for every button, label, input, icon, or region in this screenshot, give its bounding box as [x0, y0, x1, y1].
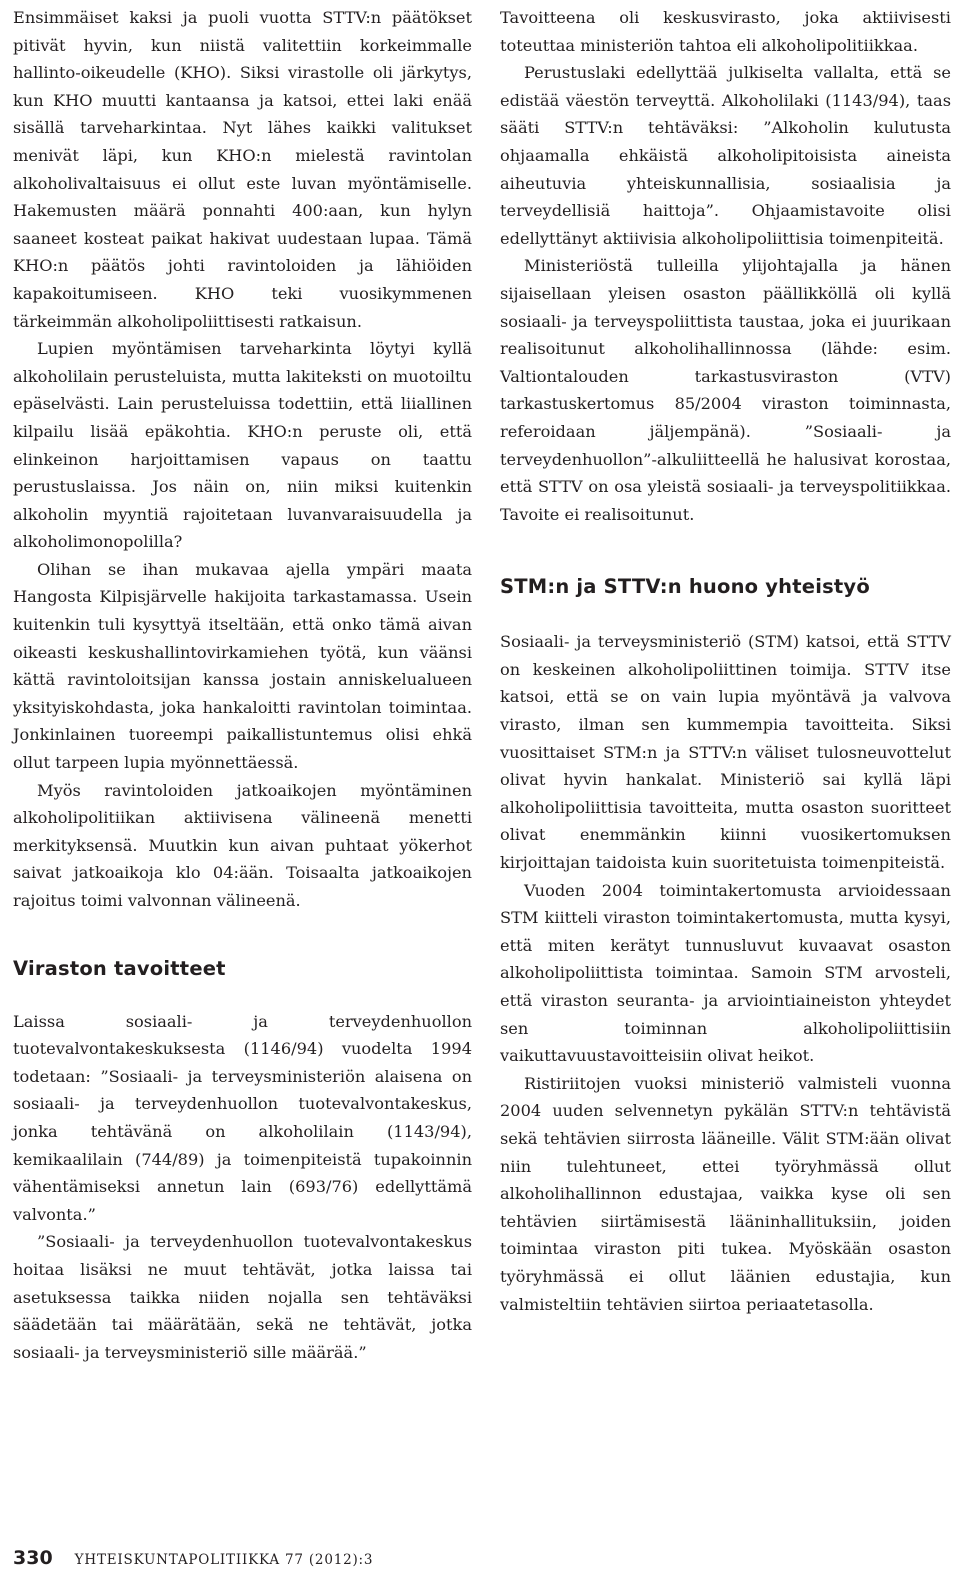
paragraph: Ministeriöstä tulleilla ylijohtajalla ja hänen sijaisellaan yleisen osaston päällikköllä oli kyllä sosiaali- ja terveyspoliittista taustaa, joka ei juurikaan realisoitunut alkoholihallinnossa (lähde: esim. Valtiontalouden tarkastusviraston (VTV) tarkastuskertomus 85/2004 viraston toiminnasta, referoidaan jäljempänä). ”Sosiaali- ja terveydenhuollon”-alkuliitteellä he halusivat korostaa, että STTV on osa yleistä sosiaali- ja terveyspolitiikkaa. Tavoite ei realisoitunut. [500, 256, 951, 524]
paragraph: Laissa sosiaali- ja terveydenhuollon tuotevalvontakeskuksesta (1146/94) vuodelta 1994 todetaan: ”Sosiaali- ja terveysministeriön alaisena on sosiaali- ja terveydenhuollon tuotevalvontakeskus, jonka tehtävänä on alkoholilain (1143/94), kemikaalilain (744/89) ja toimenpiteistä tupakoinnin vähentämiseksi annetun lain (693/76) edellyttämä valvonta.” [13, 1011, 472, 1224]
paragraph: Lupien myöntämisen tarveharkinta löytyi kyllä alkoholilain perusteluista, mutta lakiteksti on muotoiltu epäselvästi. Lain perusteluissa todettiin, että liiallinen kilpailu lisää epäkohtia. KHO:n peruste oli, että elinkeinon harjoittamisen vapaus on taattu perustuslaissa. Jos näin on, niin miksi kuitenkin alkoholin myyntiä rajoitetaan luvanvaraisuudella ja alkoholimonopolilla? [13, 339, 472, 552]
paragraph: Tavoitteena oli keskusvirasto, joka aktiivisesti toteuttaa ministeriön tahtoa eli alkoholipolitiikkaa. [500, 8, 951, 55]
section-heading: STM:n ja STTV:n huono yhteistyö [500, 575, 870, 599]
paragraph: Vuoden 2004 toimintakertomusta arvioidessaan STM kiitteli viraston toimintakertomusta, mutta kysyi, että miten kerätyt tunnusluvut kuvaavat osaston alkoholipoliittista toimintaa. Samoin STM arvosteli, että viraston seuranta- ja arviointiaineiston yhteydet sen toiminnan alkoholipoliittisiin vaikuttavuustavoitteisiin olivat heikot. [500, 880, 951, 1066]
right-column [500, 4, 951, 1318]
paragraph: Myös ravintoloiden jatkoaikojen myöntäminen alkoholipolitiikan aktiivisena välineenä menetti merkityksensä. Muutkin kun aivan puhtaat yökerhot saivat jatkoaikoja klo 04:ään. Toisaalta jatkoaikojen rajoitus toimi valvonnan välineenä. [13, 780, 472, 910]
paragraph: Sosiaali- ja terveysministeriö (STM) katsoi, että STTV on keskeinen alkoholipoliittinen toimija. STTV itse katsoi, että se on vain lupia myöntävä ja valvova virasto, ilman sen kummempia tavoitteita. Siksi vuosittaiset STM:n ja STTV:n väliset tulosneuvottelut olivat hyvin hankalat. Ministeriö sai kyllä läpi alkoholipoliittisia tavoitteita, mutta osaston suoritteet olivat enemmänkin kiinni vuosikertomuksen kirjoittajan taidoista kuin suoritetuista toimenpiteistä. [500, 632, 951, 873]
section-heading: Viraston tavoitteet [13, 956, 226, 980]
paragraph: Olihan se ihan mukavaa ajella ympäri maata Hangosta Kilpisjärvelle hakijoita tarkastamassa. Usein kuitenkin tuli kysyttyä itseltään, että onko tämä aivan oikeasti keskushallintovirkamiehen työtä, kun väänsi kättä ravintoloitsijan kanssa jostain anniskelualueen yksityiskohdasta, joka hankaloitti ravintolan toimintaa. Jonkinlainen tuoreempi paikallistuntemus olisi ehkä ollut tarpeen lupia myönnettäessä. [13, 559, 472, 773]
paragraph: Ristiriitojen vuoksi ministeriö valmisteli vuonna 2004 uuden selvennetyn pykälän STTV:n tehtävistä sekä tehtävien siirrosta lääneille. Välit STM:ään olivat niin tulehtuneet, ettei työryhmässä ollut alkoholihallinnon edustajaa, vaikka kyse oli sen tehtävien siirtämisestä lääninhallituksiin, joiden toimintaa viraston piti tukea. Myöskään osaston työryhmässä ei ollut läänien edustajia, kun valmisteltiin tehtävien siirtoa periaatetasolla. [500, 1073, 951, 1314]
paragraph: Perustuslaki edellyttää julkiselta vallalta, että se edistää väestön terveyttä. Alkoholilaki (1143/94), taas sääti STTV:n tehtäväksi: ”Alkoholin kulutusta ohjaamalla ehkäistä alkoholipitoisista aineista aiheutuvia yhteiskunnallisia, sosiaalisia ja terveydellisiä haittoja”. Ohjaamistavoite olisi edellyttänyt aktiivisia alkoholipoliittisia toimenpiteitä. [500, 63, 951, 248]
paragraph: Ensimmäiset kaksi ja puoli vuotta STTV:n päätökset pitivät hyvin, kun niistä valitettiin korkeimmalle hallinto-oikeudelle (KHO). Siksi virastolle oli järkytys, kun KHO muutti kantaansa ja katsoi, ettei laki enää sisällä tarveharkintaa. Nyt lähes kaikki valitukset menivät läpi, kun KHO:n mielestä ravintolan alkoholivaltaisuus ei ollut este luvan myöntämiselle. Hakemusten määrä ponnahti 400:aan, kun hylyn saaneet kosteat paikat hakivat uudestaan lupaa. Tämä KHO:n päätös johti ravintoloiden ja lähiöiden kapakoitumiseen. KHO teki vuosikymmenen tärkeimmän alkoholipoliittisesti ratkaisun. [13, 8, 472, 331]
page-number: 330 [13, 1547, 53, 1569]
page-footer [13, 1547, 373, 1577]
journal-title: YHTEISKUNTAPOLITIIKKA 77 (2012):3 [74, 1552, 374, 1568]
paragraph: ”Sosiaali- ja terveydenhuollon tuotevalvontakeskus hoitaa lisäksi ne muut tehtävät, jotka laissa tai asetuksessa taikka niiden nojalla sen tehtäväksi säädetään tai määrätään, sekä ne tehtävät, jotka sosiaali- ja terveysministeriö sille määrää.” [13, 1232, 472, 1362]
left-column [13, 4, 472, 1366]
